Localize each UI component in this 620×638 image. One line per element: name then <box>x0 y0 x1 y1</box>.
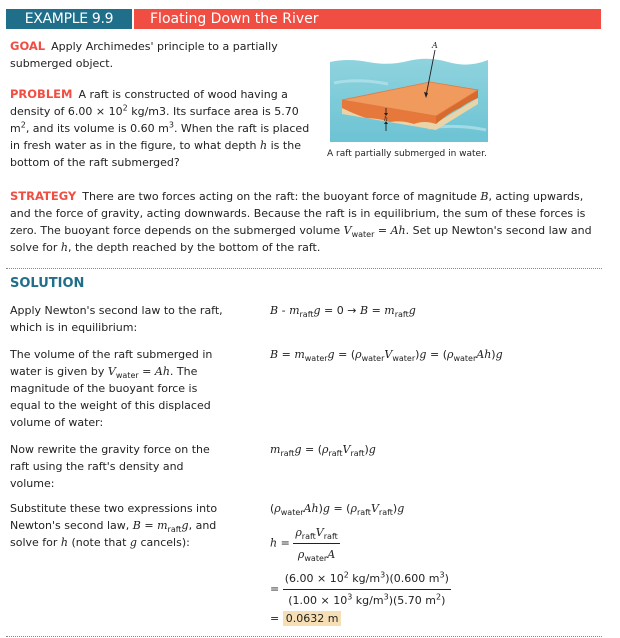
goal-section <box>10 38 310 72</box>
figure-caption: A raft partially submerged in water. <box>327 149 487 159</box>
strategy-label: STRATEGY <box>10 189 77 203</box>
subscript: water <box>351 230 375 240</box>
final-answer-line: = 0.0632 m <box>270 610 341 627</box>
section-divider <box>6 268 602 269</box>
step-3-text: Now rewrite the gravity force on the raft using the raft's density and volume: <box>10 443 210 490</box>
problem-text: . When the raft is placed in fresh water as in the figure, to what depth <box>10 122 310 152</box>
step-4-equation-1: $(\rho_{water}Ah)g = (\rho_{raft}V_{raft})g$ <box>270 502 405 518</box>
problem-label: PROBLEM <box>10 87 73 101</box>
exponent: 2 <box>122 103 128 113</box>
numeric-fraction: $\frac{(6.00 \times 10^2 kg/m^3)(0.600 m^3)}{(1.00 \times 10^3 kg/m^3)(5.70 m^2)}$ <box>284 570 449 607</box>
variable-h: h <box>60 241 69 254</box>
step-4-equation-2: h = $\frac{\rho_{raft}V_{raft}}{\rho_{water}A}$ <box>270 526 338 564</box>
exponent: 3 <box>168 120 174 130</box>
problem-text: kg/m3. Its surface area is 5.70 m <box>10 105 299 135</box>
strategy-text: . Set up Newton's second law and solve for <box>10 224 592 254</box>
example-number: EXAMPLE 9.9 <box>6 9 132 29</box>
strategy-text: , the depth reached by the bottom of the raft. <box>68 241 321 254</box>
problem-text: , and its volume is 0.60 m <box>25 122 169 135</box>
goal-text: Apply Archimedes' principle to a partially submerged object. <box>10 40 278 70</box>
example-header <box>6 9 601 29</box>
solution-heading: SOLUTION <box>10 276 85 291</box>
strategy-text: , acting upwards, and the force of gravity, acting downwards. Because the raft is in equilibrium, the sum of these forces is zero. The buoyant force depends on the submerged volume <box>10 190 586 237</box>
bottom-divider <box>6 636 602 637</box>
variable-Ah: Ah <box>390 224 406 237</box>
svg-text:A: A <box>432 41 438 50</box>
problem-section <box>10 86 318 171</box>
step-2-equation: $B = m_{water}g = (\rho_{water}V_{water})g = (\rho_{water}Ah)g$ <box>270 348 503 364</box>
fraction: $\frac{\rho_{raft}V_{raft}}{\rho_{water}A}$ <box>295 526 338 564</box>
raft-figure <box>328 38 490 142</box>
variable-V: V <box>343 224 352 237</box>
problem-text: A raft is constructed of wood having a density of 6.00 × 10 <box>10 88 288 118</box>
equals: = <box>374 224 391 237</box>
step-4-text: Substitute these two expressions into Newton's second law, $B = m_{raft}g$, and solve for h (note that g cancels): <box>10 502 218 549</box>
step-4-numeric: = $\frac{(6.00 \times 10^2 kg/m^3)(0.600 m^3)}{(1.00 \times 10^3 kg/m^3)(5.70 m^2)}$ <box>270 570 449 607</box>
step-1-text: Apply Newton's second law to the raft, which is in equilibrium: <box>10 304 223 334</box>
variable-h: h <box>260 139 268 152</box>
step-3-equation: $m_{raft}g = (\rho_{raft}V_{raft})g$ <box>270 443 376 459</box>
step-2-text: The volume of the raft submerged in water is given by $V_{water} = Ah$. The magnitude of the buoyant force is equal to the weight of this displaced volume of water: <box>10 348 213 429</box>
svg-text:h: h <box>384 116 388 123</box>
problem-text: is the bottom of the raft submerged? <box>10 139 301 169</box>
strategy-section <box>10 188 604 256</box>
final-answer: 0.0632 m <box>283 611 342 626</box>
variable-B: B <box>480 190 489 203</box>
step-1-equation: $B - m_{raft}g = 0 \to B = m_{raft}g$ <box>270 304 416 320</box>
goal-label: GOAL <box>10 39 46 53</box>
strategy-text: There are two forces acting on the raft: the buoyant force of magnitude <box>82 190 481 203</box>
example-title: Floating Down the River <box>134 9 601 29</box>
exponent: 2 <box>20 120 26 130</box>
raft-illustration <box>328 38 490 142</box>
